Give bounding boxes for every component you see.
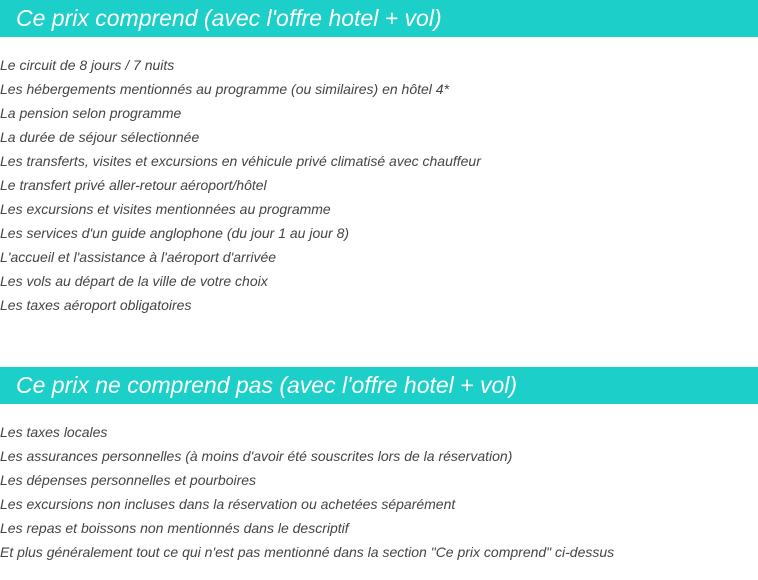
- excluded-item: Les assurances personnelles (à moins d'avoir été souscrites lors de la réservation): [0, 448, 513, 464]
- included-item: L'accueil et l'assistance à l'aéroport d'arrivée: [0, 249, 277, 265]
- included-section-title: Ce prix comprend (avec l'offre hotel + vol): [0, 0, 758, 37]
- included-item: Les transferts, visites et excursions en véhicule privé climatisé avec chauffeur: [0, 153, 481, 169]
- included-item: Les hébergements mentionnés au programme (ou similaires) en hôtel 4*: [0, 81, 450, 97]
- excluded-section-title: Ce prix ne comprend pas (avec l'offre hotel + vol): [0, 367, 758, 404]
- included-item: La pension selon programme: [0, 105, 182, 121]
- included-item: Les taxes aéroport obligatoires: [0, 297, 192, 313]
- included-item: Le transfert privé aller-retour aéroport/hôtel: [0, 177, 267, 193]
- excluded-item: Les repas et boissons non mentionnés dans le descriptif: [0, 520, 349, 536]
- included-item: Les services d'un guide anglophone (du jour 1 au jour 8): [0, 225, 350, 241]
- excluded-items-list: [0, 420, 614, 564]
- included-item: La durée de séjour sélectionnée: [0, 129, 200, 145]
- included-item: Les excursions et visites mentionnées au programme: [0, 201, 331, 217]
- included-items-list: [0, 53, 481, 317]
- excluded-item: Les taxes locales: [0, 424, 108, 440]
- excluded-item: Les dépenses personnelles et pourboires: [0, 472, 257, 488]
- excluded-item: Les excursions non incluses dans la réservation ou achetées séparément: [0, 496, 456, 512]
- included-item: Les vols au départ de la ville de votre choix: [0, 273, 268, 289]
- included-item: Le circuit de 8 jours / 7 nuits: [0, 57, 175, 73]
- excluded-item: Et plus généralement tout ce qui n'est pas mentionné dans la section "Ce prix comprend" ci-dessus: [0, 544, 615, 560]
